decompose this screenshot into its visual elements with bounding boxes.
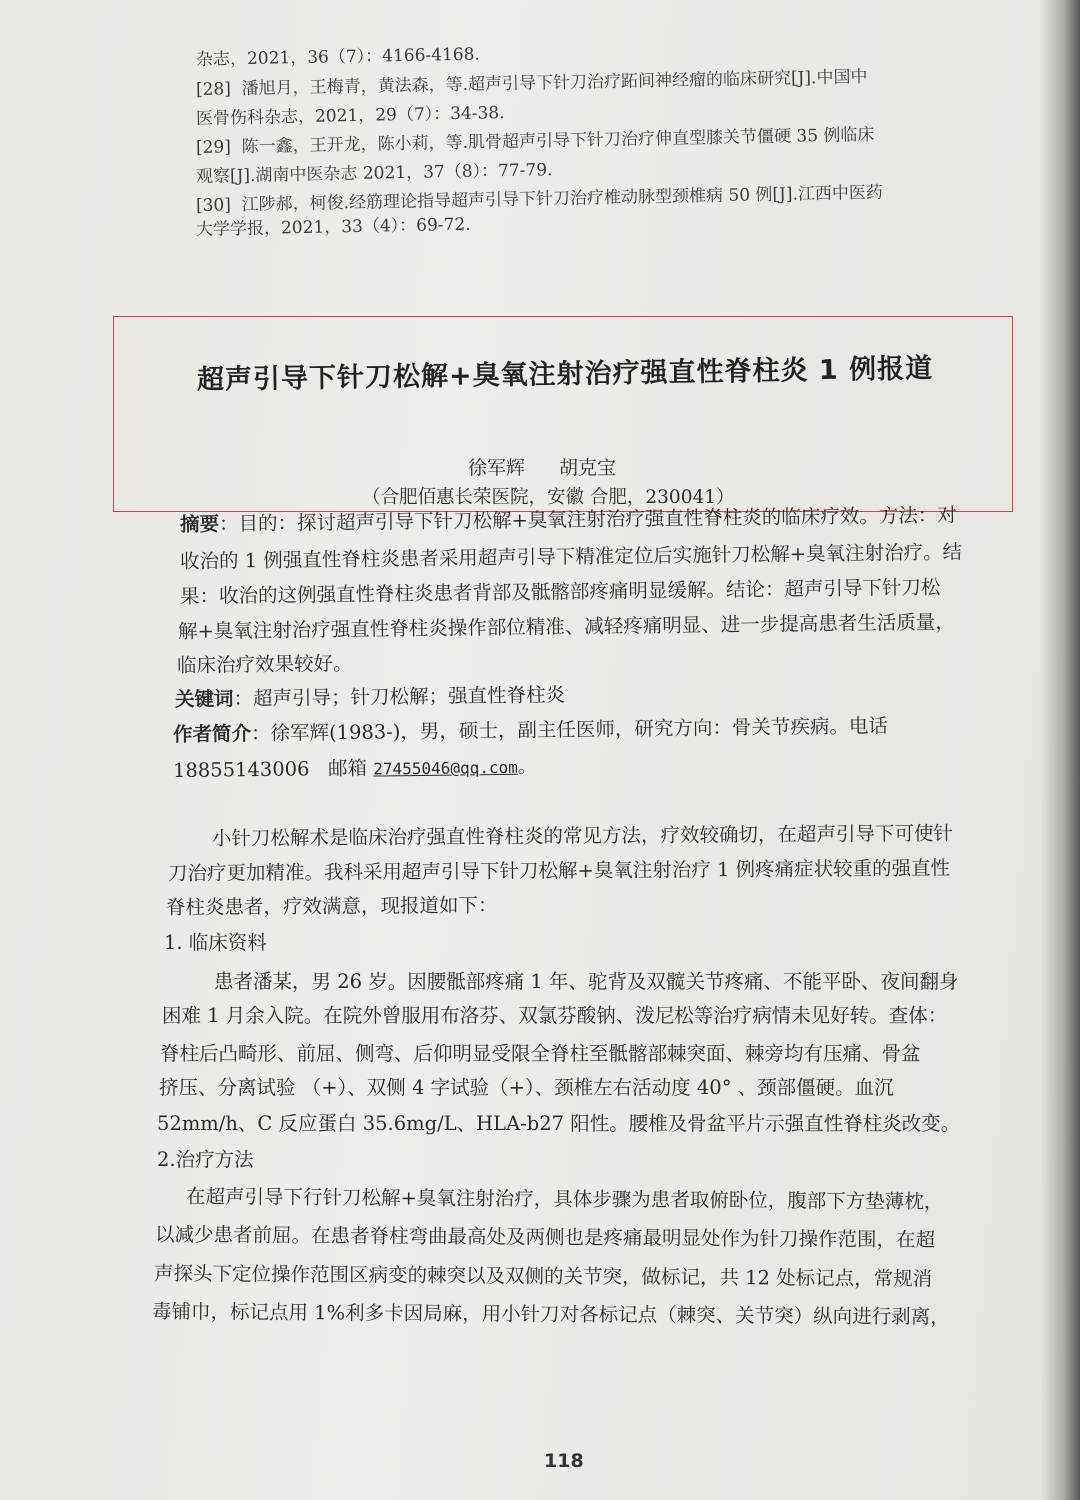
section-1-line: 挤压、分离试验 （+）、双侧 4 字试验（+）、颈椎左右活动度 40° 、颈部僵硬。血沉 [159, 1076, 894, 1099]
article-authors: 徐军辉 胡克宝 [468, 457, 617, 479]
intro-line: 脊柱炎患者，疗效满意，现报道如下： [165, 893, 498, 919]
reference-30: [30] 江陟郝，柯俊.经筋理论指导超声引导下针刀治疗椎动脉型颈椎病 50 例[J].江西中医药 [195, 182, 884, 216]
reference-line: 医骨伤科杂志，2021，29（7）：34-38. [195, 103, 505, 129]
author-bio: 作者简介：徐军辉(1983-)，男，硕士，副主任医师，研究方向：骨关节疾病。电话 [172, 714, 889, 746]
reference-28: [28] 潘旭月，王梅青，黄法森，等.超声引导下针刀治疗跖间神经瘤的临床研究[J].中国中 [195, 67, 868, 100]
section-1-line: 困难 1 月余入院。在院外曾服用布洛芬、双氯芬酸钠、泼尼松等治疗病情未见好转。查体： [162, 1004, 948, 1027]
section-2-line: 声探头下定位操作范围区病变的棘突以及双侧的关节突，做标记，共 12 处标记点，常规消 [153, 1262, 933, 1291]
author-email-link[interactable]: 27455046@qq.com [373, 757, 518, 779]
page-number: 118 [544, 1450, 584, 1472]
author-phone: 18855143006 [172, 757, 310, 782]
section-1-heading: 1. 临床资料 [164, 931, 267, 954]
section-2-line: 在超声引导下行针刀松解+臭氧注射治疗，具体步骤为患者取俯卧位，腹部下方垫薄枕， [185, 1185, 944, 1214]
keywords-label: 关键词 [174, 687, 234, 711]
reference-line: 大学学报，2021，33（4）：69-72. [195, 214, 471, 240]
author-bio-label: 作者简介 [172, 722, 252, 746]
intro-line: 刀治疗更加精准。我科采用超声引导下针刀松解+臭氧注射治疗 1 例疼痛症状较重的强直性 [167, 856, 951, 885]
intro-line: 小针刀松解术是临床治疗强直性脊柱炎的常见方法，疗效较确切，在超声引导下可使针 [211, 821, 954, 850]
reference-29: [29] 陈一鑫，王开龙，陈小莉，等.肌骨超声引导下针刀治疗伸直型膝关节僵硬 35 例临床 [195, 124, 875, 158]
section-2-line: 以减少患者前屈。在患者脊柱弯曲最高处及两侧也是疼痛最明显处作为针刀操作范围，在超 [154, 1223, 936, 1252]
section-2-line: 毒铺巾，标记点用 1%利多卡因局麻，用小针刀对各标记点（棘突、关节突）纵向进行剥离， [151, 1300, 950, 1329]
abstract-line: 临床治疗效果较好。 [176, 651, 353, 677]
author-contact: 18855143006 邮箱 27455046@qq.com。 [172, 754, 538, 782]
section-1-line: 患者潘某，男 26 岁。因腰骶部疼痛 1 年、驼背及双髋关节疼痛、不能平卧、夜间翻身 [214, 970, 959, 993]
reference-line: 杂志，2021，36（7）：4166-4168. [195, 44, 481, 70]
keywords: 关键词：超声引导；针刀松解；强直性脊柱炎 [174, 683, 566, 711]
reference-line: 观察[J].湖南中医杂志 2021，37（8）：77-79. [195, 160, 553, 187]
section-1-line: 脊柱后凸畸形、前屈、侧弯、后仰明显受限全脊柱至骶髂部棘突面、棘旁均有压痛、骨盆 [160, 1042, 921, 1065]
abstract-line: 解+臭氧注射治疗强直性脊柱炎操作部位精准、减轻疼痛明显、进一步提高患者生活质量， [177, 610, 955, 643]
article-affiliation: （合肥佰惠长荣医院，安徽 合肥，230041） [362, 487, 735, 508]
abstract-label: 摘要 [179, 512, 220, 536]
article-title: 超声引导下针刀松解+臭氧注射治疗强直性脊柱炎 1 例报道 [196, 353, 934, 396]
page-curl-shadow [1040, 0, 1080, 1500]
abstract-line: 果：收治的这例强直性脊柱炎患者背部及骶髂部疼痛明显缓解。结论：超声引导下针刀松 [179, 575, 941, 608]
section-2-heading: 2.治疗方法 [157, 1148, 254, 1171]
section-1-line: 52mm/h、C 反应蛋白 35.6mg/L、HLA-b27 阳性。腰椎及骨盆平片示强直性脊柱炎改变。 [157, 1112, 961, 1135]
abstract-line: 收治的 1 例强直性脊柱炎患者采用超声引导下精准定位后实施针刀松解+臭氧注射治疗。结 [179, 540, 963, 573]
abstract-line: 摘要：目的：探讨超声引导下针刀松解+臭氧注射治疗强直性脊柱炎的临床疗效。方法：对 [179, 503, 957, 536]
